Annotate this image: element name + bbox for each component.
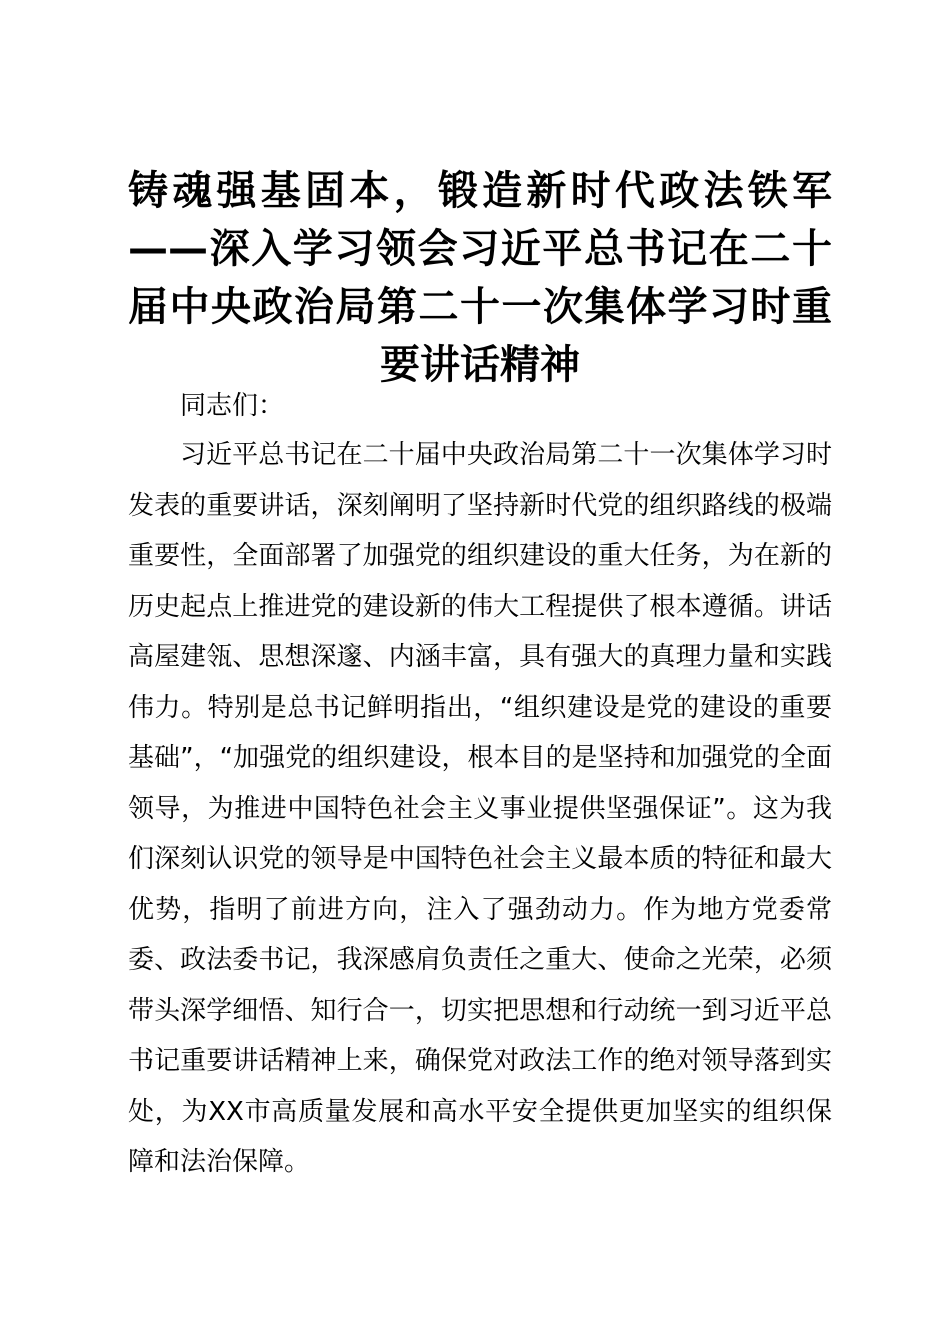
document-title: 铸魂强基固本，锻造新时代政法铁军——深入学习领会习近平总书记在二十届中央政治局第二十一次集体学习时重要讲话精神	[128, 168, 832, 388]
salutation: 同志们：	[180, 391, 285, 421]
body-paragraph: 习近平总书记在二十届中央政治局第二十一次集体学习时发表的重要讲话，深刻阐明了坚持新时代党的组织路线的极端重要性，全面部署了加强党的组织建设的重大任务，为在新的历史起点上推进党的建设新的伟大工程提供了根本遵循。讲话高屋建瓴、思想深邃、内涵丰富，具有强大的真理力量和实践伟力。特别是总书记鲜明指出，“组织建设是党的建设的重要基础”，“加强党的组织建设，根本目的是坚持和加强党的全面领导，为推进中国特色社会主义事业提供坚强保证”。这为我们深刻认识党的领导是中国特色社会主义最本质的特征和最大优势，指明了前进方向，注入了强劲动力。作为地方党委常委、政法委书记，我深感肩负责任之重大、使命之光荣，必须带头深学细悟、知行合一，切实把思想和行动统一到习近平总书记重要讲话精神上来，确保党对政法工作的绝对领导落到实处，为XX市高质量发展和高水平安全提供更加坚实的组织保障和法治保障。	[128, 440, 832, 1177]
